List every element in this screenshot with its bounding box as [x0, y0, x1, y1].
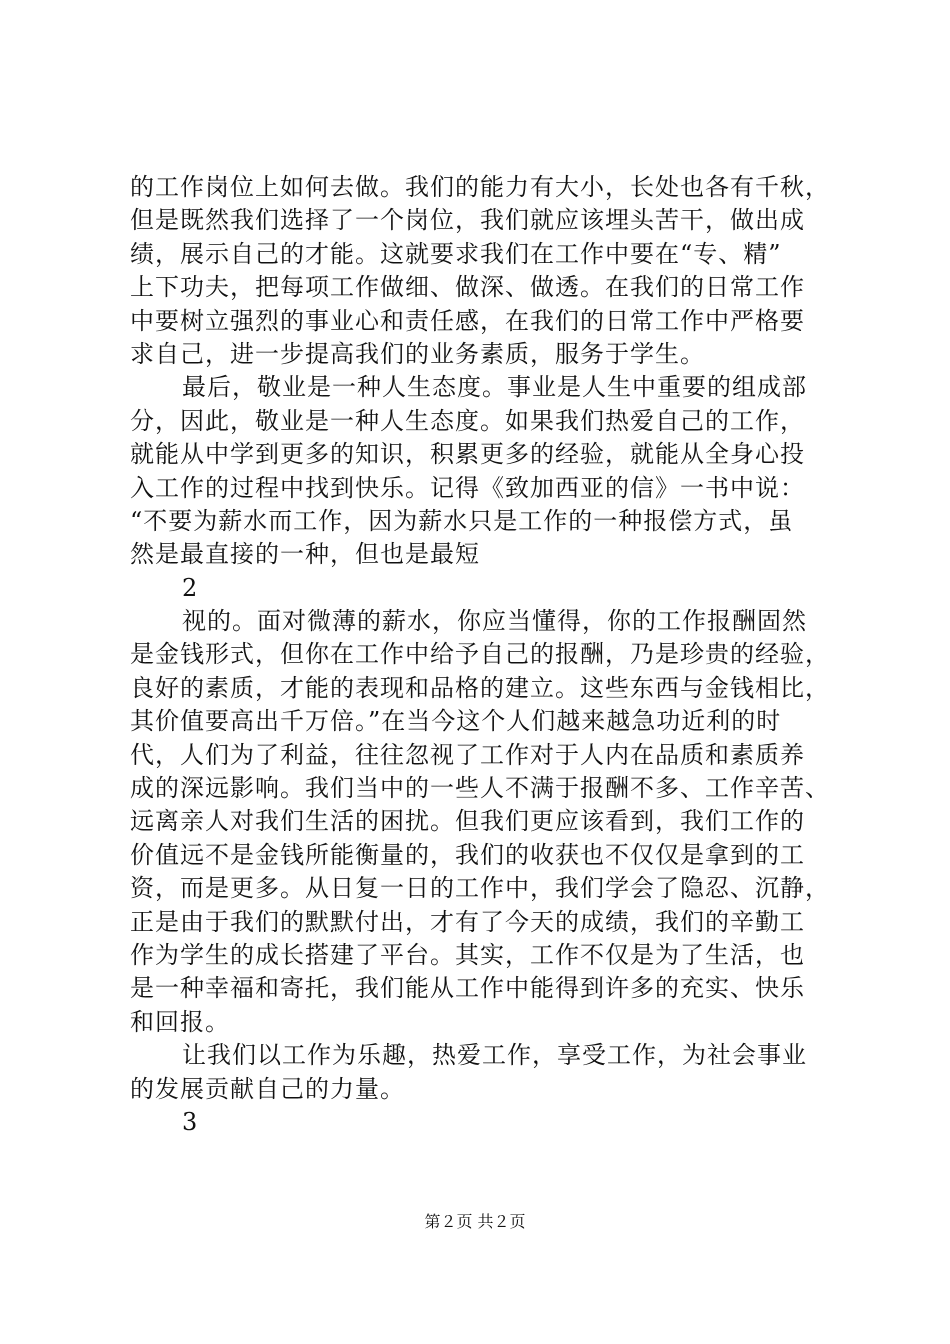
text-line: 是金钱形式，但你在工作中给予自己的报酬，乃是珍贵的经验，	[130, 640, 830, 669]
text-line: 其价值要高出千万倍。”在当今这个人们越来越急功近利的时	[130, 707, 782, 736]
text-line: 就能从中学到更多的知识，积累更多的经验，就能从全身心投	[130, 440, 805, 469]
text-line: 上下功夫，把每项工作做细、做深、做透。在我们的日常工作	[130, 273, 805, 302]
text-line: 让我们以工作为乐趣，热爱工作，享受工作，为社会事业	[182, 1041, 807, 1070]
text-line: 求自己，进一步提高我们的业务素质，服务于学生。	[130, 339, 705, 368]
text-line: 分，因此，敬业是一种人生态度。如果我们热爱自己的工作，	[130, 406, 805, 435]
text-line: 良好的素质，才能的表现和品格的建立。这些东西与金钱相比，	[130, 673, 830, 702]
text-line: 成的深远影响。我们当中的一些人不满于报酬不多、工作辛苦、	[130, 774, 830, 803]
text-line: 作为学生的成长搭建了平台。其实，工作不仅是为了生活，也	[130, 940, 805, 969]
text-line: 绩，展示自己的才能。这就要求我们在工作中要在“专、精”	[130, 239, 782, 268]
text-line: 中要树立强烈的事业心和责任感，在我们的日常工作中严格要	[130, 306, 805, 335]
text-line: 的发展贡献自己的力量。	[130, 1074, 405, 1103]
text-line: “不要为薪水而工作，因为薪水只是工作的一种报偿方式，虽	[130, 506, 794, 535]
text-line: 入工作的过程中找到快乐。记得《致加西亚的信》一书中说：	[130, 473, 805, 502]
text-line: 最后，敬业是一种人生态度。事业是人生中重要的组成部	[182, 373, 807, 402]
text-line: 是一种幸福和寄托，我们能从工作中能得到许多的充实、快乐	[130, 974, 805, 1003]
text-line: 但是既然我们选择了一个岗位，我们就应该埋头苦干，做出成	[130, 206, 805, 235]
text-line: 远离亲人对我们生活的困扰。但我们更应该看到，我们工作的	[130, 807, 805, 836]
text-line: 的工作岗位上如何去做。我们的能力有大小，长处也各有千秋，	[130, 173, 830, 201]
text-line: 代，人们为了利益，往往忽视了工作对于人内在品质和素质养	[130, 740, 805, 769]
document-body	[130, 171, 830, 1139]
inline-page-number: 2	[182, 573, 199, 602]
page-footer: 第２页 共２页	[424, 1212, 526, 1231]
text-line: 和回报。	[130, 1007, 230, 1036]
text-line: 正是由于我们的默默付出，才有了今天的成绩，我们的辛勤工	[130, 907, 805, 936]
inline-page-number: 3	[182, 1107, 199, 1136]
text-line: 价值远不是金钱所能衡量的，我们的收获也不仅仅是拿到的工	[130, 840, 805, 869]
text-line: 然是最直接的一种，但也是最短	[130, 540, 480, 569]
text-line: 资，而是更多。从日复一日的工作中，我们学会了隐忍、沉静，	[130, 874, 830, 903]
text-line: 视的。面对微薄的薪水，你应当懂得，你的工作报酬固然	[182, 607, 807, 636]
